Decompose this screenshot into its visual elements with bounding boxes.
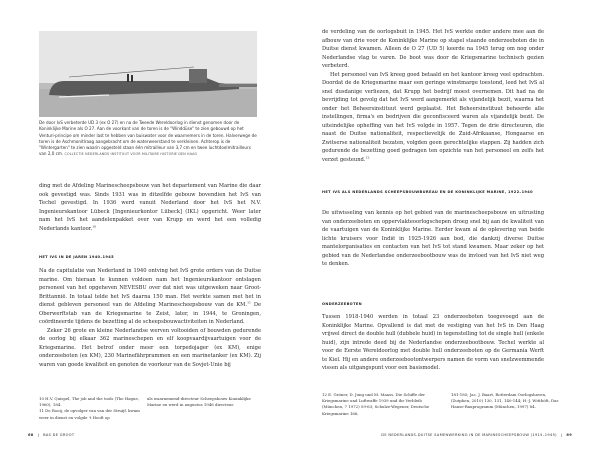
footnotes-column-1 xyxy=(39,396,143,421)
section-heading-onderzeeboten: ONDERZEEBOTEN xyxy=(322,302,363,306)
body-text-1922-1940 xyxy=(322,209,544,269)
folio-separator: | xyxy=(37,433,40,437)
page-number: 69 xyxy=(566,433,572,437)
footnotes-column-1 xyxy=(322,392,430,417)
folio-separator: | xyxy=(560,433,563,437)
section-heading-1922-1940: HET IVS ALS NEDERLANDS SCHEEPSBOUWBUREAU EN DE KONINKLIJKE MARINE, 1922–1940 xyxy=(322,190,533,194)
paragraph-tail: De Oberwerftstab van de Kriegsmarine te Zeist, later, in 1944, te Groningen, coördineerde tijdens de bezetting al de scheepsbouwactiviteiten in Nederland. xyxy=(39,302,261,325)
paragraph: De uitwisseling van kennis op het gebied van de marinescheepsbouw en uitrusting van onderzeeboten en oppervlakteoorlogschepen droeg snel bij aan de kwaliteit van de vaartuigen van de Koninklijke Marine. Eerder kwam al de oplevering van beide lichte kruisers voor Indië in 1925-1926 aan bod, die dankzij diverse Duitse mantelorganisaties en contacten van het IvS tot stand kwamen. Maar zeker op het gebied van de Nederlandse onderzeebootbouw was de invloed van het IvS niet weg te denken. xyxy=(322,210,544,267)
submarine-illustration xyxy=(39,31,257,117)
paragraph: Tussen 1918-1940 werden in totaal 23 onderzeeboten toegevoegd aan de Koninklijke Marine. Opvallend is dat met de vestiging van het IvS in Den Haag vrijwel direct de double hull (dubbele huid) in tegenstelling tot de single hull (enkele huid), zijn intrede deed bij de Nederlandse onderzeebootbouw. Techel werkte al voor de Eerste Wereldoorlog met double hull onderzeeboten op de Germania Werft te Kiel. Hij en andere onderzeebootontwerpers namen de vorm van snelzwemmende vissen als uitgangspunt voor een basismodel. xyxy=(322,314,544,371)
submarine-photo xyxy=(39,31,257,117)
body-text-onderzeeboten xyxy=(322,313,544,373)
paragraph: de verdeling van de oorlogsbuit in 1945. Het IvS werkte onder andere mee aan de afbouw van drie voor de Koninklijke Marine op stapel staande onderzeeboten die in Duitse dienst kwamen. Alleen de O 27 (UD 5) keerde na 1945 terug om nog onder Nederlandse vlag te varen. De boot was door de Kriegsmarine technisch gezien verbeterd. xyxy=(322,29,544,69)
section-heading-1940-1945: HET IVS IN DE JAREN 1940–1945 xyxy=(39,255,114,259)
running-head-title: DE NEDERLANDS-DUITSE SAMENWERKING IN DE MARINESCHEEPSBOUW (1915–1945) xyxy=(381,433,557,437)
footnote-ref[interactable]: 12 xyxy=(365,154,370,159)
photo-credit: COLLECTIE NEDERLANDS INSTITUUT VOOR MILITAIRE HISTORIE DEN HAAG xyxy=(64,152,198,157)
paragraph: ding met de Afdeling Marinescheepsbouw van het departement van Marine die daar ook gevestigd was. Sinds 1931 was in ditzelfde gebouw bovendien het IvS van Techel gevestigd. In 1936 werd vanuit Nederland door het IvS het N.V. Ingenieurskantoor Lübeck [Ingenieurkontor Lübeck] (IKL) opgericht. Weer later nam het IvS het aandelenpakket over van Krupp en werd het een volledig Nederlands kantoor. xyxy=(39,183,261,232)
left-folio xyxy=(28,433,74,437)
body-text-continued xyxy=(39,182,261,233)
footnote-11-continued: als waarnemend-directeur Scheepsbouw Koninklijke Marine en werd in augustus 1946 directeur. xyxy=(147,396,251,408)
page-number: 68 xyxy=(28,433,34,437)
right-page xyxy=(300,0,600,455)
caption-text: De door IvS verbeterde UD 3 (ex O 27) en na de Tweede Wereldoorlog in dienst genomen door de Koninklijke Marine als O 27. Aan de voorkant van de toren is de "Winddüse" te zien gebouwd op het Venturi-principe om minder last te hebben van buiswater voor de waarnemers in de toren. Halverwege de toren is de Aschmonitlraag aangebracht om de waterweerstand te verkleinen. Achterop is de "Wintergarten" te zien waarin opgesteld staan één mitrailleur van 3,7 cm en twee luchtdoelmitrailleurs van 2,0 cm. xyxy=(39,120,257,157)
body-text-continued xyxy=(322,28,544,164)
footnote-ref[interactable]: 11 xyxy=(247,300,251,305)
footnotes-column-2 xyxy=(451,392,559,411)
footnote-ref[interactable]: 10 xyxy=(92,223,97,228)
body-text-1940-1945 xyxy=(39,267,261,369)
footnotes-column-2 xyxy=(147,396,259,408)
footnote-11: 11 De Rooij, de opvolger van van der Struijf, kwam weer in dienst en volgde 't Hooft op xyxy=(39,408,140,420)
paragraph: Na de capitulatie van Nederland in 1940 ontving het IvS grote orders van de Duitse marine. Om hieraan te kunnen voldoen nam het Ingenieurskantoor ontslagen personeel van het opgeheven NEVESBU over dat niet was uitgeweken naar Groot-Brittannië. In totaal telde het IvS daarna 150 man. Het werkte samen met het in dienst gebleven personeel van de Afdeling Marinescheepsbouw van de KM. xyxy=(39,268,261,308)
right-folio xyxy=(381,433,572,437)
paragraph: Het personeel van IvS kreeg goed betaald en het kantoor kreeg veel opdrachten. Doordat de de Kriegsmarine maar een geringe winstmarge toestond, leed het IvS al snel dusdanige verliezen, dat Krupp het bedrijf moest overnemen. Dit had na de bevrijding tot gevolg dat het IvS werd aangemerkt als vijandelijk bezit, waarna het onder het Beheersinstituut werd geplaatst. Het Beheersinstituut beheerde alle instellingen, firma's en bedrijven die geconfisceerd waren als vijandelijk bezit. De uiteindelijke opheffing van het IvS volgde in 1957. Tegen de drie directeuren, die naast de Duitse nationaliteit, respectievelijk de Zuid-Afrikaanse, Hongaarse en Zwitserse nationaliteit bezaten, volgden geen gerechtelijke stappen. Zij hadden zich gedurende de bezetting goed gedragen ten opzichte van het personeel en zelfs het verzet gesteund. xyxy=(322,71,544,163)
running-head-author: BAS DE GROOT xyxy=(43,433,75,437)
footnote-12: 12 E. Gröner, D. Jung und M. Maass, Die Schiffe der Kriegsmarine und Luftwaffe 1939 und ihr Verbleib (München, 7 1972) 59-63; Schulze-Wegener, Deutsche Kriegsmarine 166, xyxy=(322,392,430,416)
footnote-10: 10 H.V. Quispel, The job and the tools (The Hague, 1960), 184. xyxy=(39,396,140,408)
paragraph: Zeker 26 grote en kleine Nederlandse werven voltooiden of bouwden gedurende de oorlog bij elkaar 362 marineschepen en elf koopvaardijvaartuigen voor de Kriegsmarine. Het betrof onder meer een torpedojager (ex KM), enige onderzeeboten (ex KM), 230 Marinefährprammen en een marinetanker (ex KM). Zij waren van goede kwaliteit en genoten de voorkeur van de Sovjet-Unie bij xyxy=(39,327,261,368)
footnote-12-continued: 181-185; Jac. J. Baart, Rotterdam Oorlogshaven, (Zutphen, 2010) 130, 131, 140-144; H.-J. Witthöft, Das Hanse-Bauprogramm (München, 1997) 84. xyxy=(451,392,559,410)
figure-caption xyxy=(39,120,259,158)
